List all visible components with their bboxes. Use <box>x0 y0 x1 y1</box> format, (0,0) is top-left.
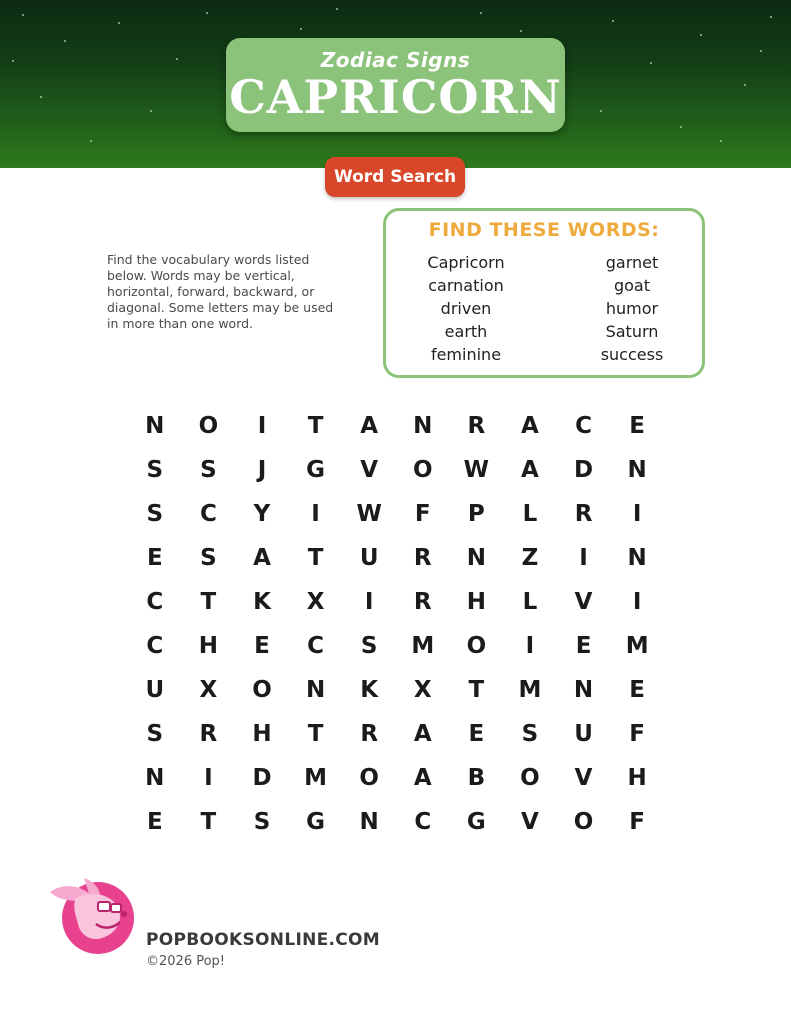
grid-letter[interactable]: E <box>254 633 270 659</box>
grid-letter[interactable]: O <box>198 413 219 439</box>
grid-letter[interactable]: S <box>521 721 539 747</box>
instructions-text: Find the vocabulary words listed below. Words may be vertical, horizontal, forward, backward, or diagonal. Some letters may be used in more than one word. <box>107 252 334 331</box>
star-decoration <box>90 140 92 142</box>
word-item: driven <box>440 299 492 318</box>
grid-letter[interactable]: N <box>359 809 379 835</box>
title-box <box>226 38 565 132</box>
grid-letter[interactable]: X <box>413 677 432 703</box>
star-decoration <box>64 40 66 42</box>
grid-letter[interactable]: S <box>253 809 271 835</box>
grid-letter[interactable]: C <box>146 633 164 659</box>
grid-letter[interactable]: A <box>360 413 379 439</box>
star-decoration <box>720 140 722 142</box>
word-item: goat <box>613 276 651 295</box>
grid-letter[interactable]: S <box>146 457 164 483</box>
word-item: carnation <box>428 276 504 295</box>
grid-letter[interactable]: E <box>146 809 163 835</box>
star-decoration <box>118 22 120 24</box>
grid-letter[interactable]: W <box>356 501 382 527</box>
grid-letter[interactable]: R <box>574 501 593 527</box>
grid-letter[interactable]: S <box>146 721 164 747</box>
grid-letter[interactable]: N <box>145 413 165 439</box>
star-decoration <box>12 60 14 62</box>
grid-letter[interactable]: N <box>145 765 165 791</box>
grid-letter[interactable]: A <box>521 457 539 483</box>
grid-letter[interactable]: M <box>304 765 328 791</box>
grid-letter[interactable]: G <box>466 809 486 835</box>
grid-letter[interactable]: N <box>627 457 647 483</box>
star-decoration <box>300 28 302 30</box>
grid-letter[interactable]: K <box>360 677 379 703</box>
grid-letter[interactable]: H <box>466 589 486 615</box>
grid-letter[interactable]: W <box>463 457 490 483</box>
grid-letter[interactable]: T <box>468 677 485 703</box>
word-item: success <box>600 345 664 364</box>
grid-letter[interactable]: I <box>579 545 588 571</box>
grid-letter[interactable]: K <box>253 589 271 615</box>
star-decoration <box>650 62 652 64</box>
star-decoration <box>700 34 702 36</box>
grid-letter[interactable]: S <box>200 545 217 571</box>
star-decoration <box>176 58 178 60</box>
grid-letter[interactable]: G <box>306 809 326 835</box>
grid-letter[interactable]: F <box>629 721 645 747</box>
grid-letter[interactable]: U <box>574 721 593 747</box>
grid-letter[interactable]: O <box>252 677 272 703</box>
grid-letter[interactable]: U <box>359 545 379 571</box>
grid-letter[interactable]: P <box>467 501 485 527</box>
grid-letter[interactable]: I <box>204 765 213 791</box>
grid-letter[interactable]: V <box>521 809 539 835</box>
grid-letter[interactable]: J <box>257 457 267 483</box>
word-list-left-column <box>396 251 536 366</box>
grid-letter[interactable]: T <box>307 545 324 571</box>
grid-letter[interactable]: E <box>575 633 592 659</box>
word-item: Capricorn <box>427 253 505 272</box>
grid-letter[interactable]: D <box>574 457 594 483</box>
grid-letter[interactable]: I <box>632 501 642 527</box>
grid-letter[interactable]: N <box>573 677 594 703</box>
word-item: feminine <box>430 345 502 364</box>
star-decoration <box>22 14 24 16</box>
star-decoration <box>770 16 772 18</box>
grid-letter[interactable]: I <box>257 413 267 439</box>
grid-letter[interactable]: Y <box>253 501 271 527</box>
star-decoration <box>760 50 762 52</box>
grid-letter[interactable]: N <box>305 677 326 703</box>
grid-letter[interactable]: T <box>307 413 324 439</box>
word-item: humor <box>605 299 659 318</box>
grid-letter[interactable]: N <box>627 545 647 571</box>
star-decoration <box>612 20 614 22</box>
grid-letter[interactable]: O <box>359 765 379 791</box>
activity-type-badge: Word Search <box>325 157 465 197</box>
grid-letter[interactable]: R <box>360 721 379 747</box>
grid-letter[interactable]: Z <box>521 545 539 571</box>
grid-letter[interactable]: L <box>522 501 538 527</box>
grid-letter[interactable]: I <box>632 589 642 615</box>
grid-letter[interactable]: E <box>468 721 485 747</box>
grid-letter[interactable]: S <box>200 457 217 483</box>
star-decoration <box>480 12 482 14</box>
grid-letter[interactable]: S <box>360 633 378 659</box>
grid-letter[interactable]: N <box>466 545 486 571</box>
grid-letter[interactable]: O <box>520 765 540 791</box>
grid-letter[interactable]: C <box>307 633 325 659</box>
star-decoration <box>520 30 522 32</box>
grid-letter[interactable]: U <box>145 677 165 703</box>
grid-letter[interactable]: V <box>574 765 593 791</box>
grid-letter[interactable]: O <box>573 809 594 835</box>
grid-letter[interactable]: C <box>414 809 432 835</box>
grid-letter[interactable]: O <box>466 633 487 659</box>
word-list-right-column <box>562 251 702 366</box>
word-item: earth <box>444 322 488 341</box>
grid-letter[interactable]: C <box>199 501 217 527</box>
star-decoration <box>206 12 208 14</box>
grid-letter[interactable]: V <box>360 457 379 483</box>
grid-letter[interactable]: A <box>413 721 432 747</box>
grid-letter[interactable]: I <box>364 589 374 615</box>
grid-letter[interactable]: R <box>413 589 432 615</box>
grid-letter[interactable]: E <box>146 545 163 571</box>
grid-letter[interactable]: B <box>467 765 486 791</box>
grid-letter[interactable]: F <box>414 501 431 527</box>
grid-letter[interactable]: H <box>627 765 647 791</box>
grid-letter[interactable]: T <box>200 809 217 835</box>
word-list-title: FIND THESE WORDS: <box>428 219 660 241</box>
word-list-box <box>383 208 705 378</box>
star-decoration <box>336 8 338 10</box>
grid-letter[interactable]: E <box>629 413 645 439</box>
grid-letter[interactable]: X <box>199 677 218 703</box>
page-title: CAPRICORN <box>229 70 562 124</box>
grid-letter[interactable]: L <box>522 589 538 615</box>
grid-letter[interactable]: T <box>200 589 217 615</box>
star-decoration <box>680 126 682 128</box>
word-search-grid <box>128 404 664 844</box>
grid-letter[interactable]: R <box>467 413 486 439</box>
grid-letter[interactable]: A <box>253 545 271 571</box>
grid-letter[interactable]: M <box>518 677 542 703</box>
grid-letter[interactable]: R <box>199 721 218 747</box>
grid-letter[interactable]: A <box>521 413 539 439</box>
website-link[interactable]: POPBOOKSONLINE.COM <box>146 930 381 950</box>
grid-letter[interactable]: C <box>575 413 592 439</box>
grid-letter[interactable]: R <box>413 545 432 571</box>
grid-letter[interactable]: T <box>307 721 324 747</box>
grid-letter[interactable]: A <box>413 765 432 791</box>
star-decoration <box>744 84 746 86</box>
grid-letter[interactable]: E <box>629 677 645 703</box>
star-decoration <box>40 96 42 98</box>
grid-letter[interactable]: I <box>525 633 535 659</box>
grid-letter[interactable]: X <box>306 589 325 615</box>
grid-letter[interactable]: D <box>252 765 272 791</box>
kangaroo-mascot-icon <box>46 874 146 956</box>
grid-letter[interactable]: M <box>411 633 435 659</box>
copyright-text: ©2026 Pop! <box>146 954 226 969</box>
grid-letter[interactable]: C <box>146 589 164 615</box>
grid-letter[interactable]: V <box>574 589 593 615</box>
grid-letter[interactable]: G <box>306 457 326 483</box>
grid-letter[interactable]: H <box>252 721 272 747</box>
grid-letter[interactable]: F <box>629 809 645 835</box>
word-item: Saturn <box>605 322 659 341</box>
grid-letter[interactable]: S <box>146 501 164 527</box>
grid-letter[interactable]: M <box>625 633 649 659</box>
grid-letter[interactable]: O <box>412 457 433 483</box>
star-decoration <box>600 110 602 112</box>
title-subtitle: Zodiac Signs <box>320 48 471 72</box>
grid-letter[interactable]: N <box>413 413 433 439</box>
grid-letter[interactable]: I <box>311 501 320 527</box>
word-item: garnet <box>605 253 659 272</box>
star-decoration <box>150 110 152 112</box>
grid-letter[interactable]: H <box>198 633 219 659</box>
